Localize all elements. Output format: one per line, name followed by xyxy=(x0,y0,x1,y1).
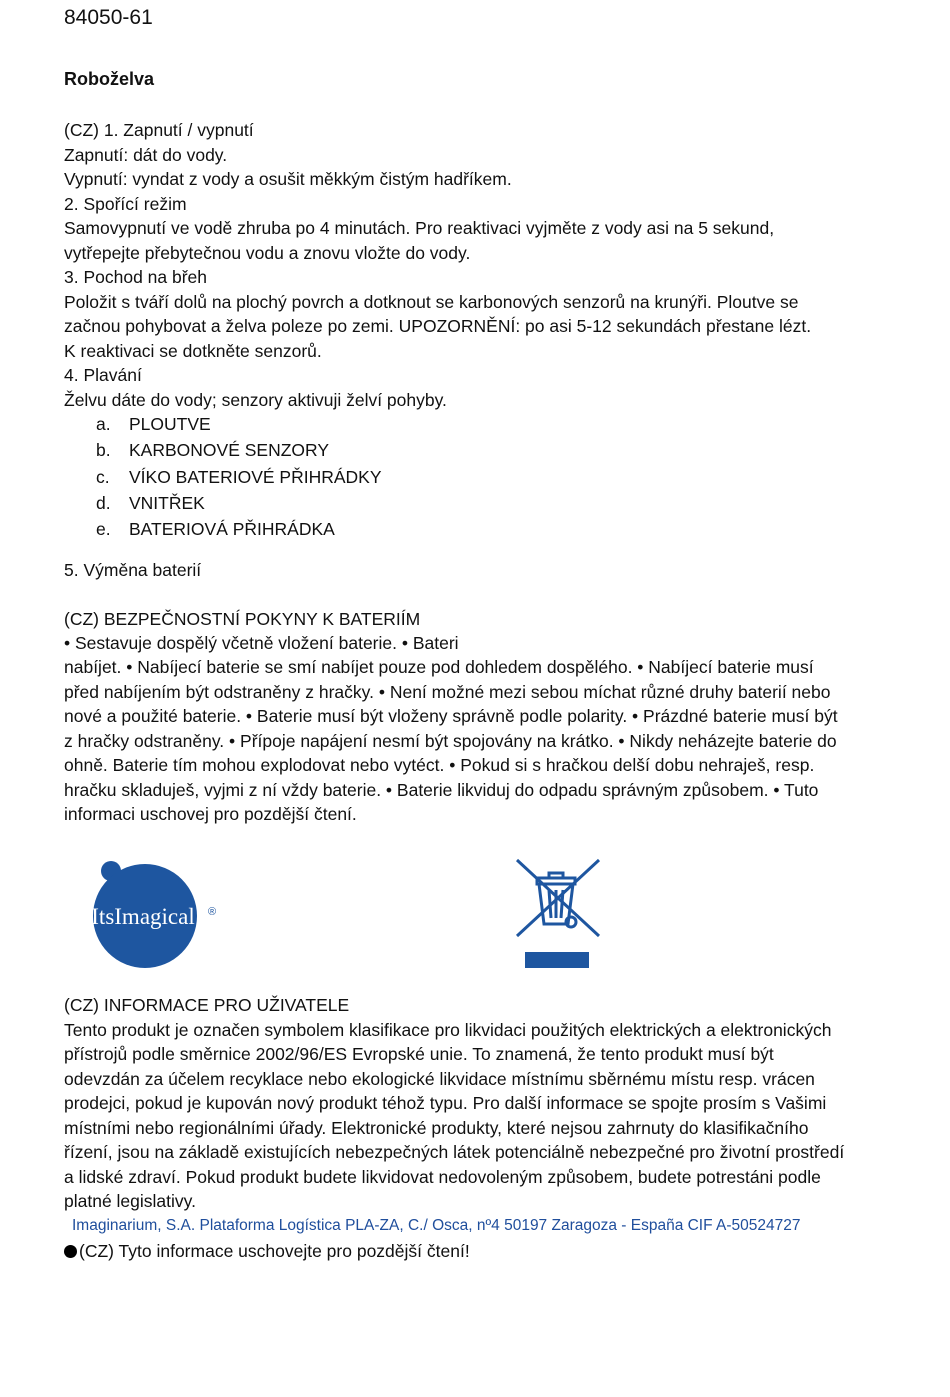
list-item-letter: e. xyxy=(96,519,111,540)
user-info-line: přístrojů podle směrnice 2002/96/ES Evropské unie. To znamená, že tento produkt musí být xyxy=(64,1044,774,1064)
list-item-letter: b. xyxy=(96,440,111,461)
list-item xyxy=(96,516,382,542)
user-info-line: místními nebo regionálními úřady. Elektronické produkty, které nejsou zahrnuty do klasifikačního xyxy=(64,1118,809,1138)
list-item-label: BATERIOVÁ PŘIHRÁDKA xyxy=(129,519,335,540)
keep-note-text: (CZ) Tyto informace uschovejte pro pozdější čtení! xyxy=(79,1241,470,1261)
crossed-out-wheelie-bin-icon xyxy=(513,856,603,970)
instruction-line: Vypnutí: vyndat z vody a osušit měkkým čistým hadříkem. xyxy=(64,169,512,189)
list-item xyxy=(96,437,382,463)
safety-line: • Sestavuje dospělý včetně vložení baterie. • Bateri xyxy=(64,633,459,653)
safety-line: nové a použité baterie. • Baterie musí být vloženy správně podle polarity. • Prázdné baterie musí být xyxy=(64,706,838,726)
list-item-letter: d. xyxy=(96,492,111,513)
instruction-line: Želvu dáte do vody; senzory aktivuji želví pohyby. xyxy=(64,390,447,410)
instruction-line: K reaktivaci se dotkněte senzorů. xyxy=(64,341,322,361)
list-item xyxy=(96,411,382,437)
instruction-line: Položit s tváří dolů na plochý povrch a dotknout se karbonových senzorů na krunýři. Ploutve se xyxy=(64,292,799,312)
itsimagical-logo xyxy=(64,857,224,969)
keep-note xyxy=(64,1239,470,1263)
safety-line: ohně. Baterie tím mohou explodovat nebo vytéct. • Pokud si s hračkou delší dobu nehraješ, resp. xyxy=(64,755,815,775)
list-item-letter: c. xyxy=(96,466,110,487)
safety-line: informaci uschovej pro pozdější čtení. xyxy=(64,804,357,824)
instruction-line: vytřepejte přebytečnou vodu a znovu vložte do vody. xyxy=(64,243,471,263)
logo-text: ItsImagical xyxy=(91,904,195,929)
company-address: Imaginarium, S.A. Plataforma Logística PLA-ZA, C./ Osca, nº4 50197 Zaragoza - España CIF A-50524727 xyxy=(72,1217,801,1234)
instruction-line: Samovypnutí ve vodě zhruba po 4 minutách. Pro reaktivaci vyjměte z vody asi na 5 sekund, xyxy=(64,218,775,238)
instruction-line: (CZ) 1. Zapnutí / vypnutí xyxy=(64,120,254,140)
battery-change-heading: 5. Výměna baterií xyxy=(64,560,202,580)
user-info-line: a lidské zdraví. Pokud produkt budete likvidovat nedovoleným způsobem, budete potrestáni podle xyxy=(64,1167,821,1187)
list-item xyxy=(96,490,382,516)
user-info-line: platné legislativy. xyxy=(64,1191,196,1211)
list-item-label: VNITŘEK xyxy=(129,492,205,513)
safety-heading: (CZ) BEZPEČNOSTNÍ POKYNY K BATERIÍM xyxy=(64,609,421,629)
instruction-line: 2. Spořící režim xyxy=(64,194,187,214)
list-item-label: VÍKO BATERIOVÉ PŘIHRÁDKY xyxy=(129,466,382,487)
list-item-label: KARBONOVÉ SENZORY xyxy=(129,440,330,461)
instruction-line: 4. Plavání xyxy=(64,365,142,385)
list-item-label: PLOUTVE xyxy=(129,414,211,434)
user-info-heading: (CZ) INFORMACE PRO UŽIVATELE xyxy=(64,995,350,1015)
safety-line: z hračky odstraněny. • Přípoje napájení nesmí být spojovány na krátko. • Nikdy neházejte baterie do xyxy=(64,731,837,751)
user-info-line: odevzdán za účelem recyklace nebo ekologické likvidace místnímu sběrnému místu resp. vrácen xyxy=(64,1069,815,1089)
bullet-icon xyxy=(64,1245,77,1258)
safety-line: nabíjet. • Nabíjecí baterie se smí nabíjet pouze pod dohledem dospělého. • Nabíjecí baterie musí xyxy=(64,657,814,677)
registered-mark: ® xyxy=(207,906,217,918)
instruction-line: 3. Pochod na břeh xyxy=(64,267,208,287)
list-item xyxy=(96,464,382,490)
parts-list xyxy=(96,411,382,542)
safety-line: před nabíjením být odstraněny z hračky. • Není možné mezi sebou míchat různé druhy baterií nebo xyxy=(64,682,831,702)
user-info-line: prodejci, pokud je kupován nový produkt téhož typu. Pro další informace se spojte prosím s Vašimi xyxy=(64,1093,827,1113)
instruction-line: Zapnutí: dát do vody. xyxy=(64,145,228,165)
instruction-line: začnou pohybovat a želva poleze po zemi. UPOZORNĚNÍ: po asi 5-12 sekundách přestane lézt. xyxy=(64,316,812,336)
product-code: 84050-61 xyxy=(64,6,153,29)
user-info-line: řízení, jsou na základě existujících nebezpečných látek potenciálně nebezpečné pro životní prostředí xyxy=(64,1142,845,1162)
safety-line: hračku skladuješ, vyjmi z ní vždy baterie. • Baterie likviduj do odpadu správným způsobem. • Tuto xyxy=(64,780,819,800)
user-info-line: Tento produkt je označen symbolem klasifikace pro likvidaci použitých elektrických a elektronických xyxy=(64,1020,832,1040)
document-title: Robоželva xyxy=(64,69,155,89)
list-item-letter: a. xyxy=(96,414,111,434)
